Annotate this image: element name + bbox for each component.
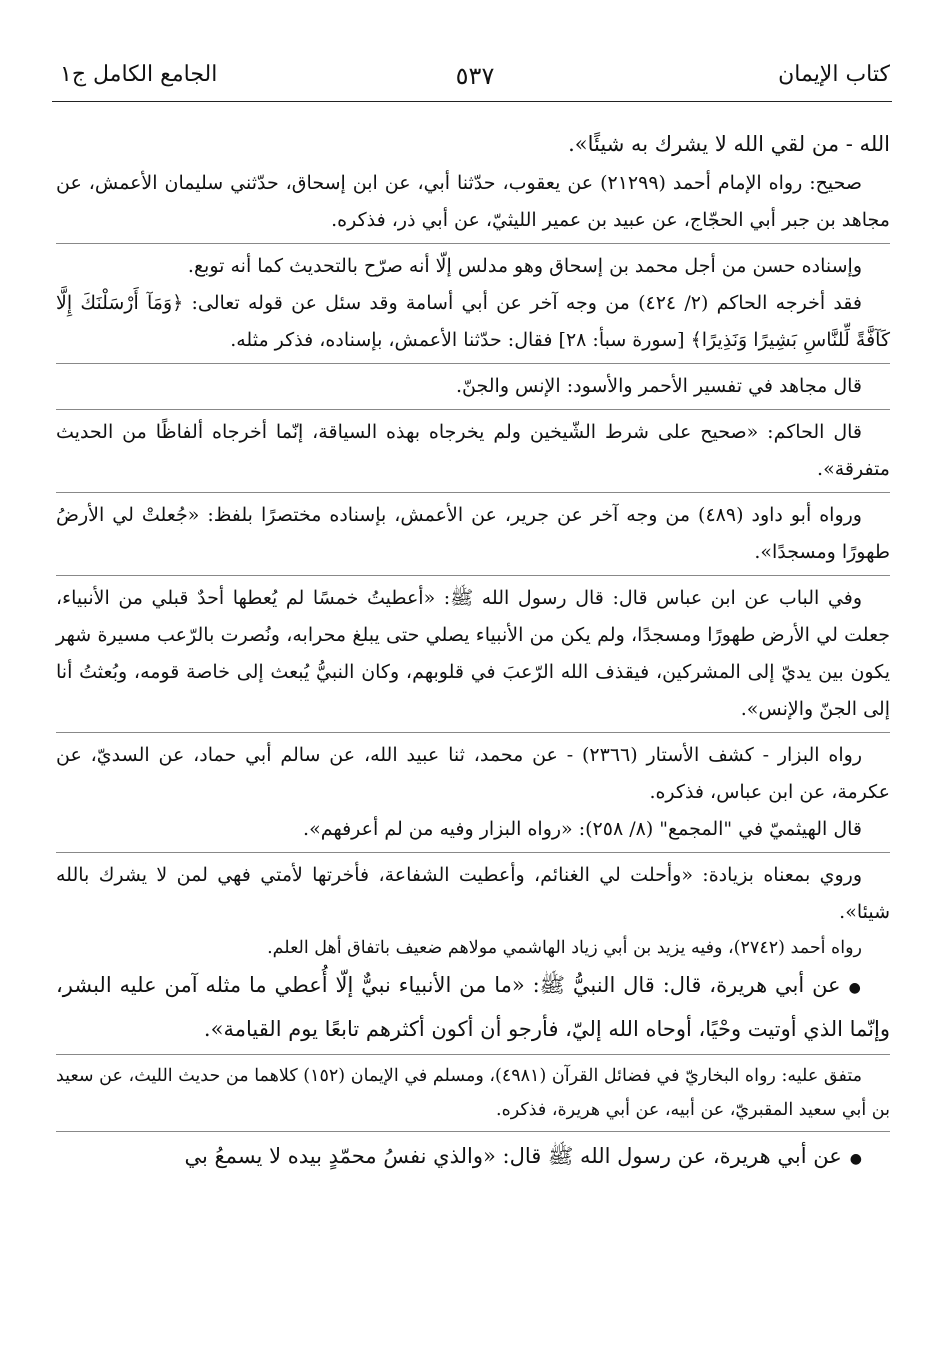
paragraph-text: قال الهيثميّ في "المجمع" (٨/ ٢٥٨): «رواه البزار وفيه من لم أعرفهم». — [303, 818, 862, 840]
paragraph-divider — [56, 852, 890, 853]
paragraph-divider — [56, 492, 890, 493]
commentary-paragraph — [56, 285, 890, 359]
book-volume-title: الجامع الكامل ج١ — [60, 62, 218, 87]
commentary-paragraph — [56, 580, 890, 728]
commentary-paragraph — [56, 414, 890, 488]
paragraph-text: متفق عليه: رواه البخاريّ في فضائل القرآن (٤٩٨١)، ومسلم في الإيمان (١٥٢) كلاهما من حديث الليث، عن سعيد بن أبي سعيد المقبريّ، عن أبيه، عن أبي هريرة، فذكره. — [56, 1066, 890, 1120]
commentary-paragraph — [56, 811, 890, 848]
paragraph-text: قال مجاهد في تفسير الأحمر والأسود: الإنس والجنّ. — [455, 375, 862, 397]
paragraph-text: صحيح: رواه الإمام أحمد (٢١٢٩٩) عن يعقوب، حدّثنا أبي، عن ابن إسحاق، حدّثني سليمان الأعمش، عن مجاهد بن جبر أبي الحجّاج، عن عبيد بن عمير الليثيّ، عن أبي ذر، فذكره. — [56, 172, 890, 231]
commentary-paragraph — [56, 497, 890, 571]
paragraph-text: وإسناده حسن من أجل محمد بن إسحاق وهو مدلس إلّا أنه صرّح بالتحديث كما أنه توبع. — [187, 255, 862, 277]
commentary-paragraph — [56, 857, 890, 931]
book-chapter-title: كتاب الإيمان — [778, 62, 890, 87]
paragraph-text: عن أبي هريرة، قال: قال النبيُّ ﷺ: «ما من الأنبياء نبيٌّ إلّا أُعطي ما مثله آمن عليه البشر، وإنّما الذي أوتيت وحْيًا، أوحاه الله إليّ، فأرجو أن أكون أكثرهم تابعًا يوم القيامة». — [56, 973, 890, 1041]
running-header — [60, 58, 890, 96]
paragraph-text: قال الحاكم: «صحيح على شرط الشّيخين ولم يخرجاه بهذه السياقة، إنّما أخرجاه ألفاظًا من الحديث متفرقة». — [56, 421, 890, 480]
paragraph-text: وفي الباب عن ابن عباس قال: قال رسول الله ﷺ: «أعطيتُ خمسًا لم يُعطها أحدٌ قبلي من الأنبياء، جعلت لي الأرض طهورًا ومسجدًا، ولم يكن من الأنبياء يصلي حتى يبلغ محرابه، ونُصرت بالرّعب مسيرة شهر يكون بين يديّ إلى المشركين، فيقذف الله الرّعبَ في قلوبهم، وكان النبيُّ يُبعث إلى خاصة قومه، وبُعثتُ أنا إلى الجنّ والإنس». — [56, 587, 890, 720]
header-rule — [52, 101, 892, 102]
commentary-paragraph — [56, 368, 890, 405]
commentary-paragraph — [56, 737, 890, 811]
paragraph-text: ورواه أبو داود (٤٨٩) من وجه آخر عن جرير، عن الأعمش، بإسناده مختصرًا بلفظ: «جُعلتْ لي الأرضُ طهورًا ومسجدًا». — [56, 504, 890, 563]
paragraph-text: عن أبي هريرة، عن رسول الله ﷺ قال: «والذي نفسُ محمّدٍ بيده لا يسمعُ بي — [184, 1144, 842, 1168]
paragraph-text: وروي بمعناه بزيادة: «وأحلت لي الغنائم، وأعطيت الشفاعة، فأخرتها لأمتي فهي لمن لا يشرك بالله شيئا». — [56, 864, 890, 923]
paragraph-divider — [56, 1131, 890, 1132]
paragraph-text: رواه البزار - كشف الأستار (٢٣٦٦) - عن محمد، ثنا عبيد الله، عن سالم أبي حماد، عن السديّ، عن عكرمة، عن ابن عباس، فذكره. — [56, 744, 890, 803]
commentary-paragraph — [56, 124, 890, 165]
commentary-paragraph — [56, 1059, 890, 1127]
page-body — [56, 124, 890, 1180]
paragraph-divider — [56, 409, 890, 410]
commentary-paragraph — [56, 248, 890, 285]
paragraph-text: رواه أحمد (٢٧٤٢)، وفيه يزيد بن أبي زياد الهاشمي مولاهم ضعيف باتفاق أهل العلم. — [267, 938, 862, 958]
bullet-icon: ● — [848, 980, 862, 996]
hadith-paragraph — [56, 965, 890, 1050]
page-number: ٥٣٧ — [455, 62, 495, 90]
hadith-paragraph — [56, 1136, 890, 1180]
paragraph-divider — [56, 575, 890, 576]
bullet-icon: ● — [849, 1151, 862, 1167]
paragraph-divider — [56, 1054, 890, 1055]
paragraph-divider — [56, 363, 890, 364]
commentary-paragraph — [56, 931, 890, 965]
paragraph-divider — [56, 243, 890, 244]
paragraph-divider — [56, 732, 890, 733]
paragraph-text: فقد أخرجه الحاكم (٢/ ٤٢٤) من وجه آخر عن أبي أسامة وقد سئل عن قوله تعالى: ﴿وَمَآ أَرْسَلْنَكَ إِلَّا كَآفَّةً لِّلنَّاسِ بَشِيرًا وَنَذِيرًا﴾ [سورة سبأ: ٢٨] فقال: حدّثنا الأعمش، بإسناده، فذكر مثله. — [56, 292, 890, 351]
paragraph-text: الله - من لقي الله لا يشرك به شيئًا». — [568, 132, 890, 156]
commentary-paragraph — [56, 165, 890, 239]
